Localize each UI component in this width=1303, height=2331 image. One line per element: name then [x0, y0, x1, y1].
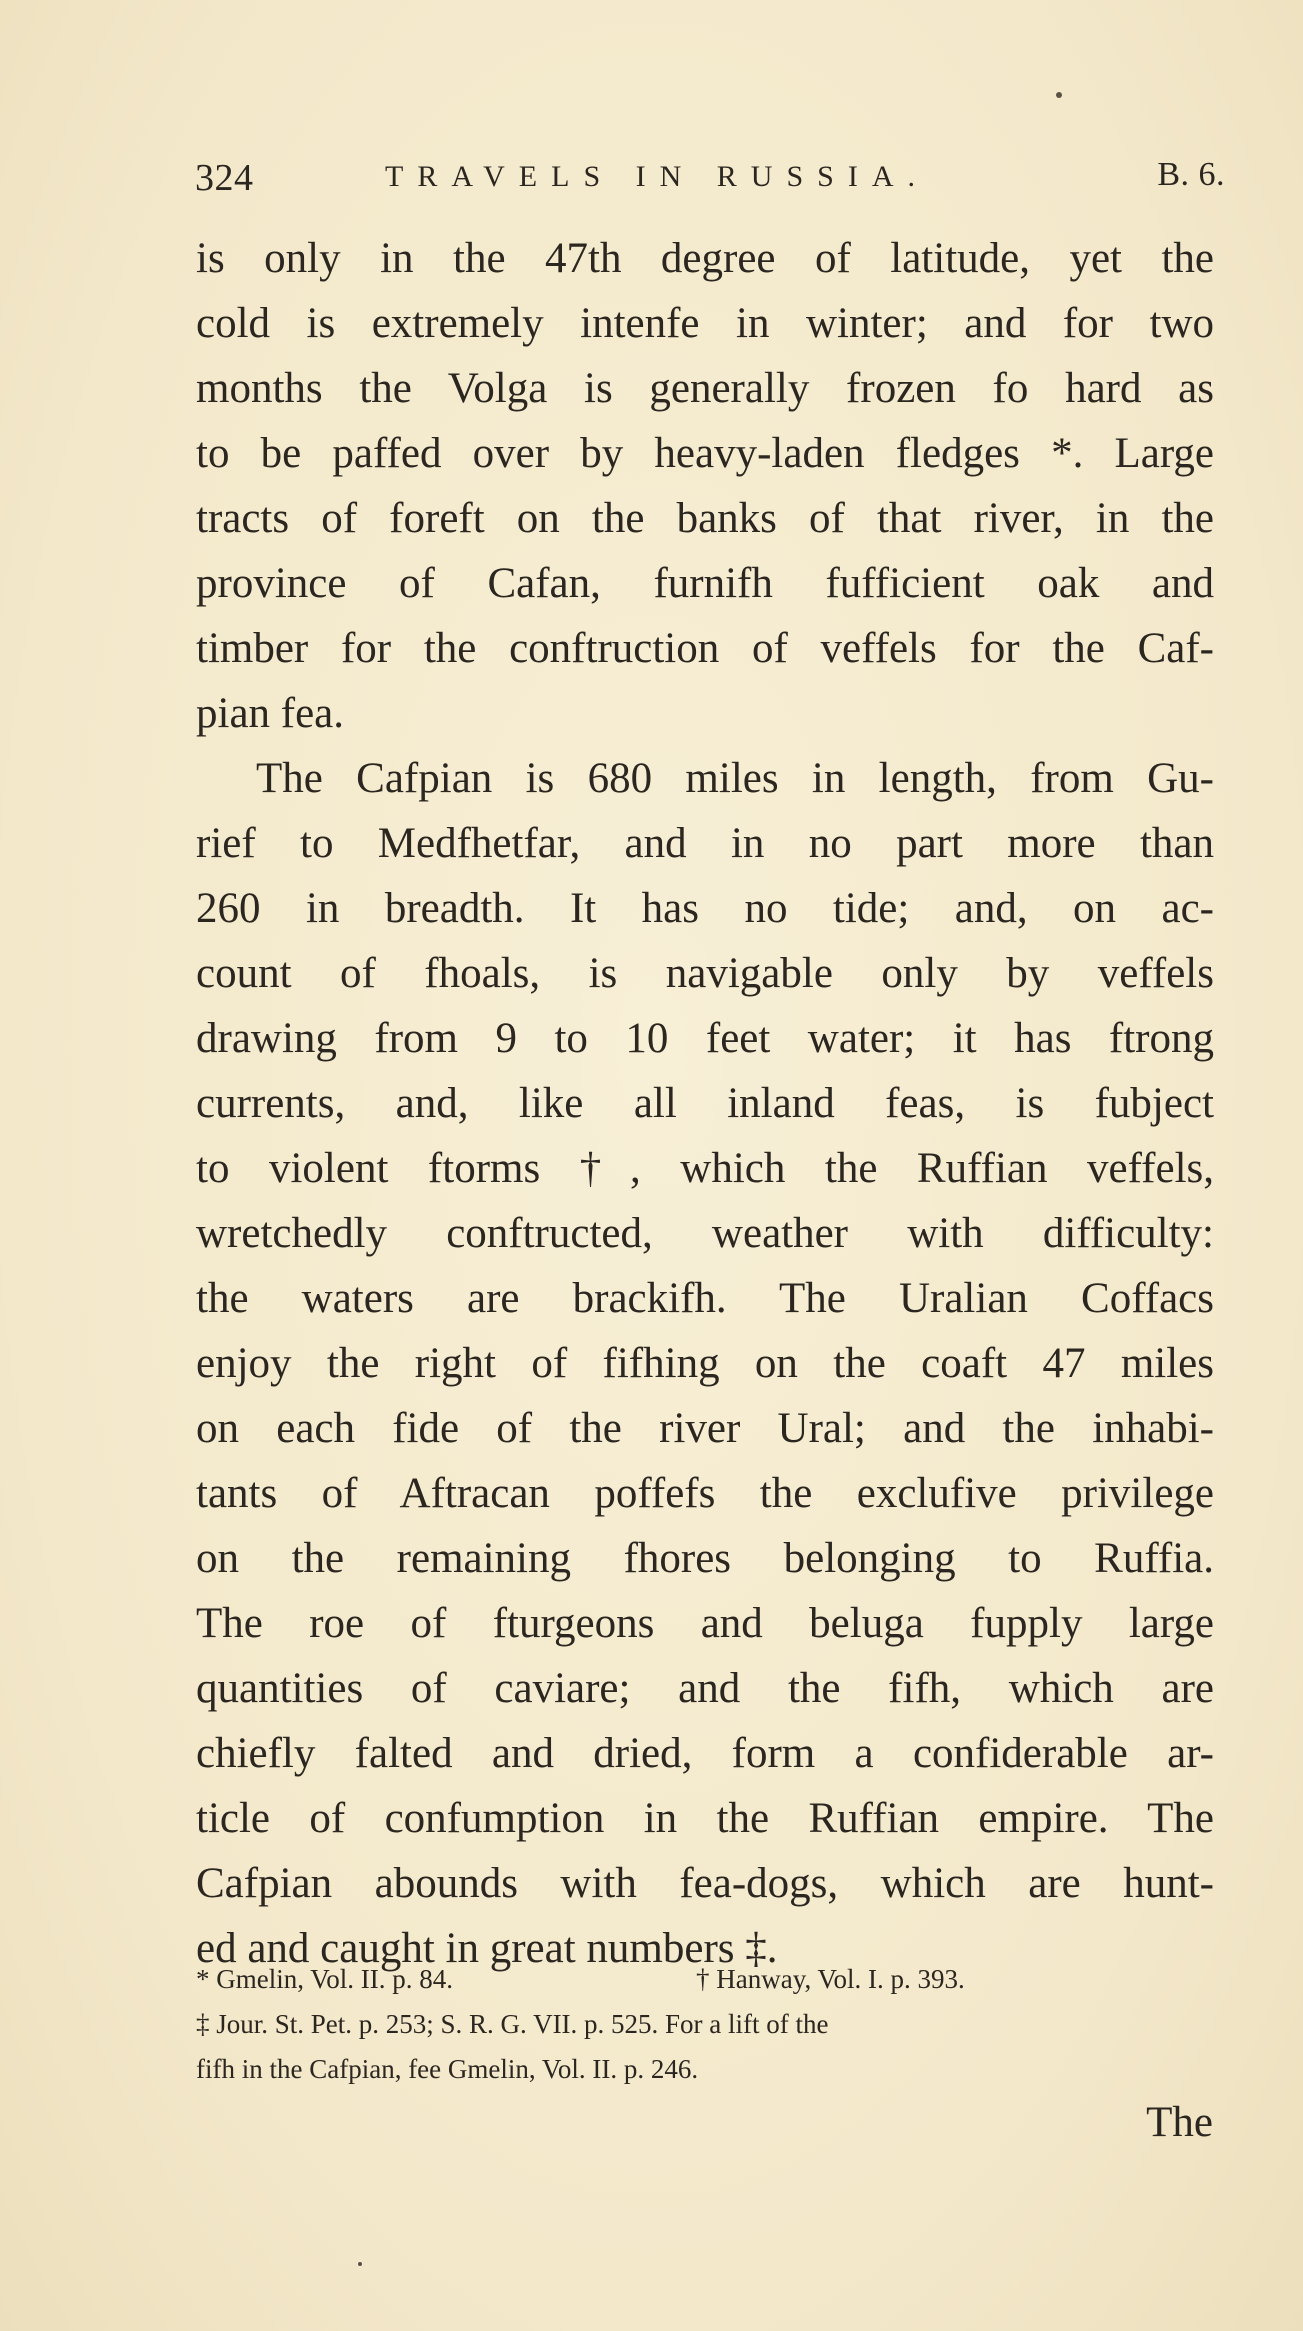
- text-line: rief to Medfhetfar, and in no part more than: [196, 820, 1214, 867]
- text-line: is only in the 47th degree of latitude, yet the: [196, 235, 1214, 282]
- text-line: The roe of fturgeons and beluga fupply large: [196, 1600, 1214, 1647]
- ink-speck: [1056, 92, 1062, 98]
- footnote-hanway: † Hanway, Vol. I. p. 393.: [696, 1964, 965, 1994]
- text-line: pian fea.: [196, 690, 345, 737]
- body-text: [196, 226, 1214, 1981]
- text-line: on the remaining fhores belonging to Ruffia.: [196, 1535, 1214, 1582]
- text-line: the waters are brackifh. The Uralian Coffacs: [196, 1275, 1214, 1322]
- book-reference: B. 6.: [1157, 156, 1225, 193]
- footnote-fish-list: fifh in the Cafpian, fee Gmelin, Vol. II. p. 246.: [196, 2054, 699, 2084]
- running-title: TRAVELS IN RUSSIA.: [385, 160, 929, 193]
- text-line: The Cafpian is 680 miles in length, from Gu-: [256, 755, 1214, 802]
- text-line: to violent ftorms †, which the Ruffian veffels,: [196, 1145, 1214, 1192]
- text-line: to be paffed over by heavy-laden fledges *. Large: [196, 430, 1214, 477]
- text-line: 260 in breadth. It has no tide; and, on ac-: [196, 885, 1214, 932]
- footnote-line: [196, 1957, 1214, 2002]
- catchword: The: [1146, 2099, 1213, 2146]
- footnote-gmelin: * Gmelin, Vol. II. p. 84.: [196, 1964, 454, 1994]
- text-line: on each fide of the river Ural; and the inhabi-: [196, 1405, 1214, 1452]
- text-line: Cafpian abounds with fea-dogs, which are hunt-: [196, 1860, 1214, 1907]
- footnotes: [196, 1957, 1214, 2092]
- text-line: drawing from 9 to 10 feet water; it has ftrong: [196, 1015, 1214, 1062]
- text-line: province of Cafan, furnifh fufficient oak and: [196, 560, 1214, 607]
- text-line: tants of Aftracan poffefs the exclufive privilege: [196, 1470, 1214, 1517]
- page-header: [195, 150, 1225, 210]
- text-line: currents, and, like all inland feas, is fubject: [196, 1080, 1214, 1127]
- page-number: 324: [195, 157, 254, 199]
- text-line: ticle of confumption in the Ruffian empire. The: [196, 1795, 1214, 1842]
- text-line: chiefly falted and dried, form a confiderable ar-: [196, 1730, 1214, 1777]
- text-line: ed and caught in great numbers ‡.: [196, 1925, 778, 1972]
- text-line: timber for the conftruction of veffels for the Caf-: [196, 625, 1214, 672]
- text-line: count of fhoals, is navigable only by veffels: [196, 950, 1214, 997]
- text-line: tracts of foreft on the banks of that river, in the: [196, 495, 1214, 542]
- text-line: months the Volga is generally frozen fo hard as: [196, 365, 1214, 412]
- footnote-journal: ‡ Jour. St. Pet. p. 253; S. R. G. VII. p. 525. For a lift of the: [196, 2009, 829, 2039]
- text-line: enjoy the right of fifhing on the coaft 47 miles: [196, 1340, 1214, 1387]
- text-line: wretchedly conftructed, weather with difficulty:: [196, 1210, 1214, 1257]
- text-line: cold is extremely intenfe in winter; and for two: [196, 300, 1214, 347]
- ink-speck: [358, 2262, 362, 2266]
- text-line: quantities of caviare; and the fifh, which are: [196, 1665, 1214, 1712]
